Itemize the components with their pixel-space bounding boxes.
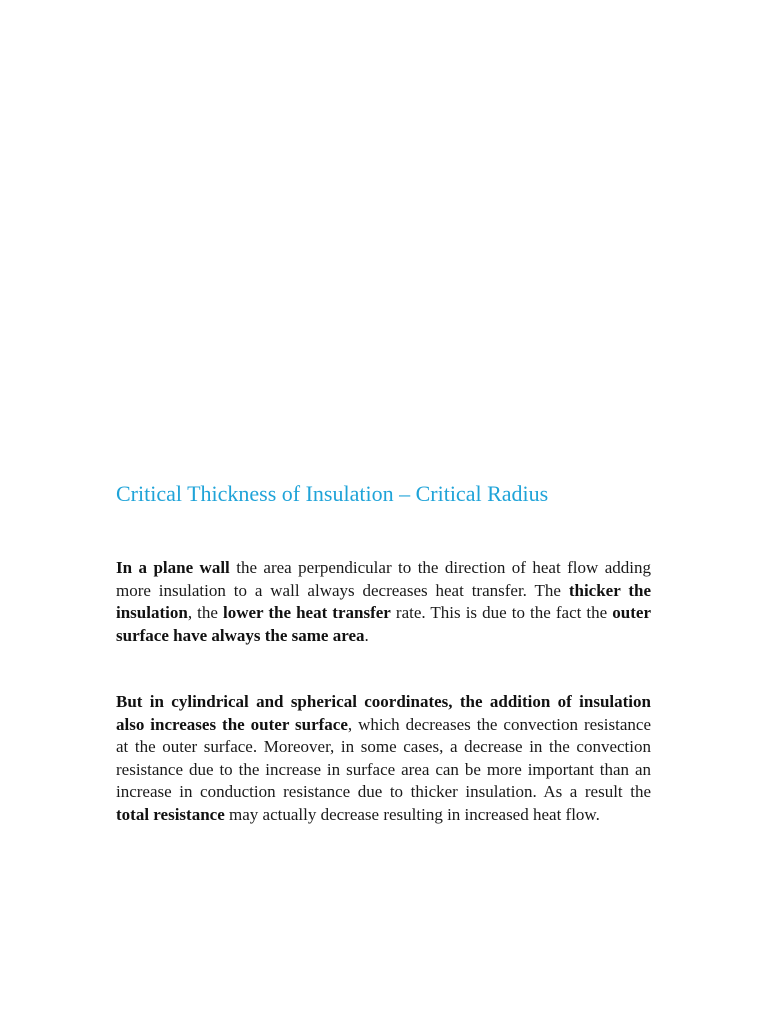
text-run: , which decreases the convection resistance at the outer surface. Moreover, in some cases, a decrease in the convection resistance due to the increase in surface area can be more important than an increase in conduction resistance due to thicker insulation. As a result the [116, 714, 651, 801]
body-paragraph [116, 557, 651, 647]
text-run: . [364, 625, 369, 645]
text-run: may actually decrease resulting in increased heat flow. [224, 804, 600, 824]
text-run: rate. This is due to the fact the [390, 603, 613, 622]
bold-phrase: But in cylindrical and spherical coordinates, the addition of insulation also increases the outer surface [116, 692, 651, 734]
bold-phrase: thicker the insulation [116, 580, 651, 622]
bold-phrase: lower the heat transfer [222, 603, 391, 622]
bold-phrase: In a plane wall [116, 558, 230, 577]
text-run: the area perpendicular to the direction of heat flow adding more insulation to a wall always decreases heat transfer. The [116, 558, 651, 600]
text-run: , the [187, 603, 223, 622]
bold-phrase: outer surface have always the same area [116, 603, 651, 645]
bold-phrase: total resistance [116, 804, 225, 824]
body-paragraph [116, 691, 651, 826]
document-title: Critical Thickness of Insulation – Critical Radius [116, 481, 549, 506]
